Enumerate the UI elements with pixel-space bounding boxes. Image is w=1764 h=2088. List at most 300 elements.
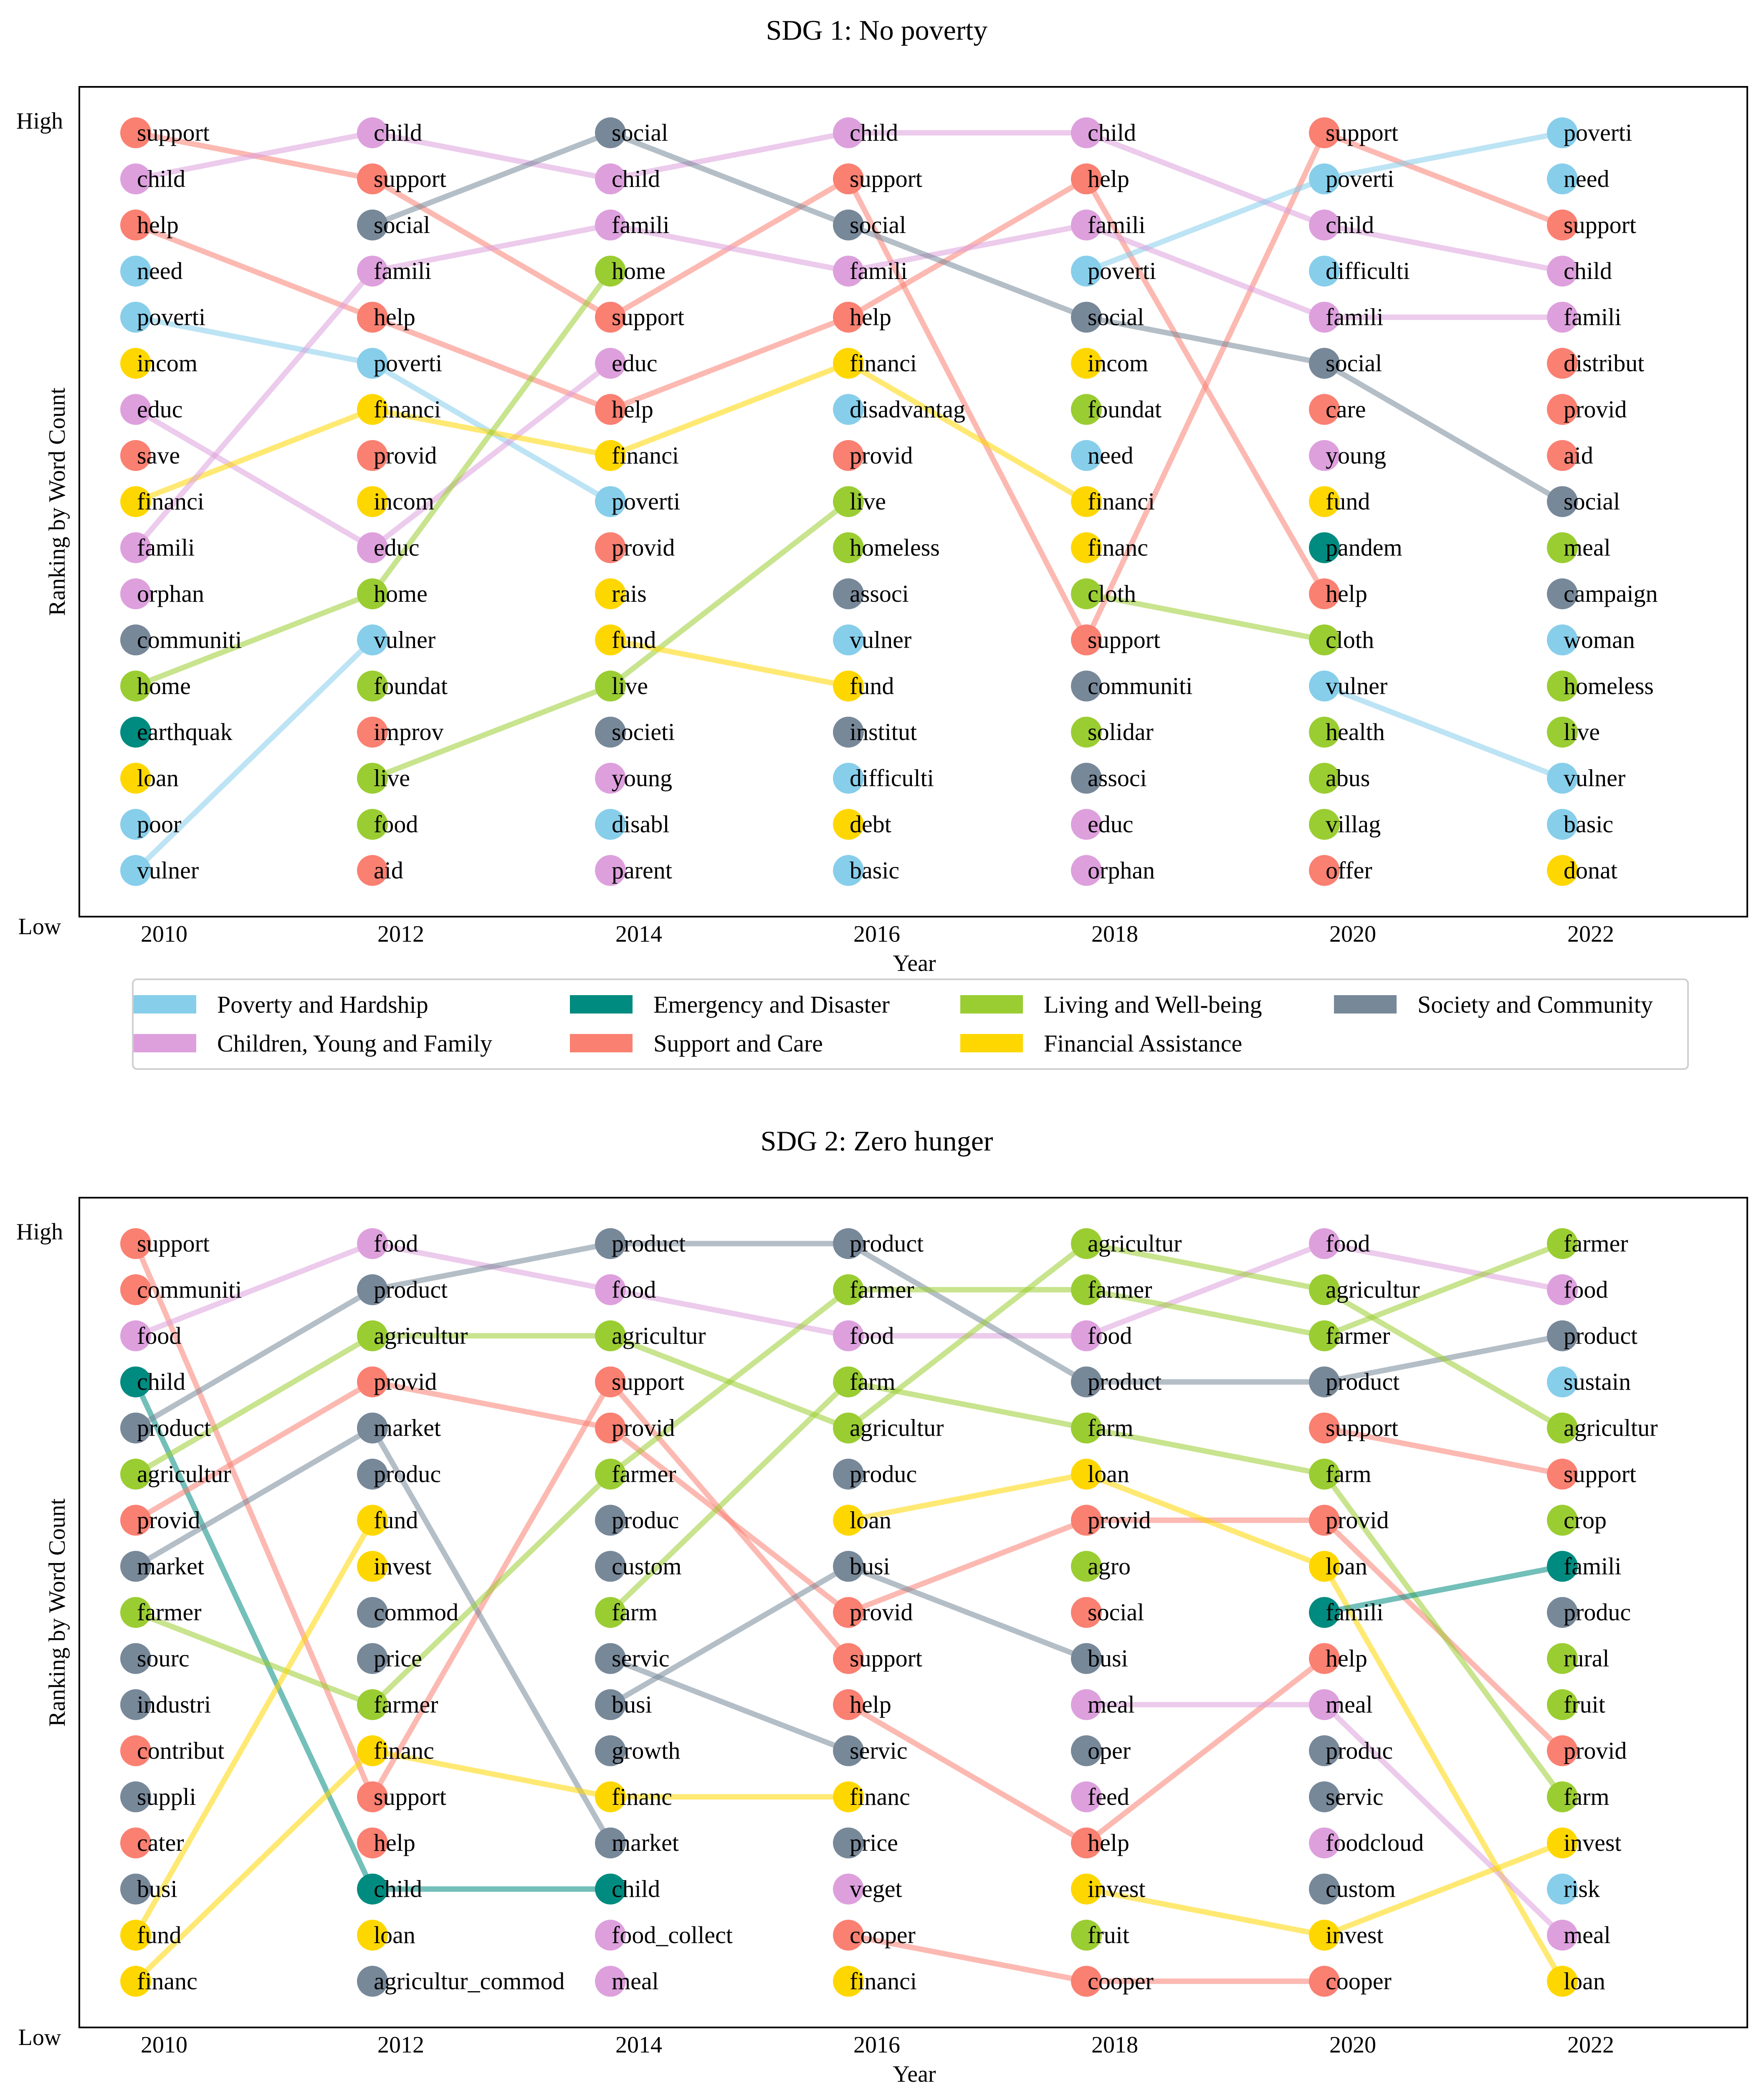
word-label: support [850,165,922,193]
word-label: support [1326,119,1398,146]
word-label: provid [850,1599,913,1626]
legend-label: Financial Assistance [1044,1030,1243,1057]
x-tick-label: 2020 [1329,2032,1376,2058]
word-label: product [850,1230,924,1257]
word-label: product [612,1230,686,1257]
word-label: basic [1564,811,1614,838]
word-label: commod [374,1599,458,1626]
word-label: food [137,1322,182,1349]
word-label: busi [612,1691,652,1718]
word-label: product [1088,1368,1162,1396]
word-label: famili [137,534,195,561]
word-label: provid [1088,1506,1151,1534]
x-tick-label: 2016 [853,2032,900,2058]
word-label: improv [374,718,444,746]
word-label: provid [137,1506,200,1534]
word-label: vulner [850,626,912,654]
word-label: produc [1564,1599,1631,1626]
word-label: debt [850,811,891,838]
word-label: poverti [137,303,206,331]
word-label: servic [612,1645,670,1672]
word-label: child [1088,119,1136,146]
word-label: educ [137,395,183,423]
word-label: poverti [1326,165,1394,193]
word-label: support [1326,1414,1398,1442]
word-label: orphan [137,580,205,607]
y-low-label: Low [18,2025,61,2050]
word-label: aid [1564,441,1593,469]
word-label: famili [374,257,432,285]
word-label: donat [1564,856,1617,884]
word-label: support [612,1368,684,1396]
word-label: provid [374,441,437,469]
word-label: custom [1326,1875,1396,1903]
y-high-label: High [16,1219,63,1245]
legend-swatch-children [134,1034,196,1052]
legend-label: Poverty and Hardship [217,991,428,1018]
word-label: oper [1088,1737,1131,1764]
y-axis-label: Ranking by Word Count [44,1498,70,1727]
word-label: support [1088,626,1160,654]
word-label: industri [137,1691,211,1718]
year-column-2012 [357,1228,564,1997]
year-column-2018 [1071,1228,1182,1997]
word-label: farm [1326,1460,1372,1487]
word-label: poverti [374,350,443,377]
word-label: help [1088,165,1129,193]
chart-panel-2 [16,1125,1747,2088]
word-label: provid [1326,1506,1389,1534]
word-label: provid [612,1414,675,1442]
word-label: care [1326,395,1366,423]
x-tick-label: 2010 [141,921,187,947]
word-label: agricultur [612,1322,706,1349]
rank-line-loan [848,1474,1562,1981]
word-label: produc [850,1460,917,1487]
word-label: abus [1326,764,1370,792]
x-tick-label: 2022 [1567,2032,1614,2058]
word-label: loan [1088,1460,1129,1487]
word-label: produc [374,1460,441,1487]
word-label: provid [1564,395,1627,423]
year-column-2022 [1547,1228,1658,1997]
word-label: market [137,1552,205,1580]
word-label: child [850,119,898,146]
word-label: product [137,1414,211,1442]
word-label: parent [612,856,672,884]
word-label: support [137,119,210,146]
year-column-2020 [1309,117,1410,886]
word-label: educ [1088,811,1134,838]
word-label: fruit [1564,1691,1605,1718]
word-label: woman [1564,626,1635,654]
word-label: growth [612,1737,681,1764]
word-label: need [137,257,183,285]
word-label: foundat [374,672,448,699]
word-label: help [850,303,891,331]
word-label: incom [374,488,434,515]
word-label: meal [1564,1921,1611,1949]
word-label: help [137,211,179,238]
rank-line-help [136,179,1324,594]
word-label: live [612,672,648,699]
word-label: food [374,811,418,838]
word-label: agricultur [850,1414,944,1442]
word-label: fund [1326,488,1370,515]
word-label: servic [850,1737,908,1764]
word-label: financ [1088,534,1148,561]
legend-swatch-support [570,1034,633,1052]
word-label: child [1564,257,1612,285]
word-label: orphan [1088,856,1155,884]
word-label: sourc [137,1645,190,1672]
word-label: provid [374,1368,437,1396]
word-label: financi [850,350,917,377]
word-label: social [1088,303,1144,331]
x-tick-label: 2014 [615,2032,662,2058]
word-label: social [1088,1599,1144,1626]
word-label: meal [612,1967,659,1995]
word-label: homeless [850,534,940,561]
word-label: young [612,764,672,792]
word-label: financ [850,1783,910,1810]
word-label: loan [137,764,179,792]
word-label: poverti [1564,119,1632,146]
word-label: social [374,211,430,238]
word-label: provid [1564,1737,1627,1764]
rank-line-support [136,133,1562,640]
word-label: difficulti [850,764,934,792]
word-label: meal [1088,1691,1135,1718]
word-label: famili [1088,211,1146,238]
word-label: busi [850,1552,890,1580]
x-tick-label: 2022 [1567,921,1614,947]
word-label: child [374,119,422,146]
word-label: help [1088,1829,1129,1857]
word-label: social [1326,350,1382,377]
legend-label: Emergency and Disaster [653,991,890,1018]
word-label: disadvantag [850,395,966,423]
word-label: contribut [137,1737,225,1764]
word-label: help [1326,580,1367,607]
word-label: fund [374,1506,418,1534]
word-label: associ [850,580,909,607]
word-label: difficulti [1326,257,1410,285]
word-label: support [850,1645,922,1672]
word-label: homeless [1564,672,1654,699]
word-label: cooper [1088,1967,1154,1995]
legend-swatch-financial [960,1034,1023,1052]
year-column-2018 [1071,117,1192,886]
word-label: invest [374,1552,432,1580]
word-label: famili [850,257,908,285]
x-tick-label: 2014 [615,921,662,947]
word-label: agricultur_commod [374,1967,565,1995]
word-label: farm [850,1368,896,1396]
x-tick-label: 2016 [853,921,900,947]
word-label: cloth [1088,580,1136,607]
word-label: loan [1564,1967,1605,1995]
word-label: suppli [137,1783,196,1810]
word-label: sustain [1564,1368,1631,1396]
word-label: support [137,1230,210,1257]
word-label: price [850,1829,898,1857]
x-tick-label: 2012 [377,921,424,947]
legend-swatch-society [1334,995,1397,1014]
legend-label: Living and Well-being [1044,991,1262,1018]
word-label: fund [612,626,656,654]
word-label: poverti [1088,257,1157,285]
plot-frame [79,1198,1747,2027]
year-column-2022 [1547,117,1658,886]
word-label: child [1326,211,1374,238]
word-label: poor [137,811,182,838]
word-label: villag [1326,811,1381,838]
word-label: support [374,165,446,193]
word-label: product [374,1276,448,1303]
chart-title: SDG 2: Zero hunger [760,1125,993,1157]
word-label: child [612,1875,660,1903]
word-label: farmer [1326,1322,1390,1349]
word-label: financ [137,1967,197,1995]
word-label: incom [1088,350,1148,377]
x-tick-label: 2012 [377,2032,424,2058]
word-label: child [137,165,185,193]
word-label: child [612,165,660,193]
word-label: cooper [850,1921,916,1949]
rank-line-financ [136,1751,848,1981]
word-label: vulner [1564,764,1626,792]
word-label: financi [1088,488,1155,515]
word-label: societi [612,718,675,746]
plot-frame [79,87,1747,917]
word-label: support [1564,211,1636,238]
word-label: rais [612,580,647,607]
word-label: help [612,395,653,423]
word-label: basic [850,856,900,884]
word-label: farmer [137,1599,202,1626]
word-label: social [1564,488,1620,515]
word-label: market [612,1829,679,1857]
word-label: need [1564,165,1610,193]
word-label: food [1564,1276,1608,1303]
word-label: risk [1564,1875,1600,1903]
word-label: market [374,1414,441,1442]
word-label: vulner [137,856,199,884]
legend-swatch-living [960,995,1023,1014]
x-tick-label: 2018 [1091,2032,1138,2058]
x-axis-label: Year [893,2061,936,2087]
word-label: financi [850,1967,917,1995]
word-label: distribut [1564,350,1645,377]
word-label: financi [137,488,205,515]
word-label: agricultur [1564,1414,1658,1442]
word-label: help [1326,1645,1367,1672]
word-label: rural [1564,1645,1610,1672]
word-label: veget [850,1875,902,1903]
word-label: food [850,1322,894,1349]
word-label: provid [850,441,913,469]
legend-swatch-poverty [134,995,196,1014]
word-label: support [374,1783,446,1810]
word-label: earthquak [137,718,233,746]
year-column-2012 [357,117,448,886]
word-label: aid [374,856,403,884]
word-label: incom [137,350,197,377]
word-label: child [374,1875,422,1903]
word-label: famili [1326,303,1384,331]
word-label: financi [374,395,441,423]
word-label: farmer [1088,1276,1152,1303]
word-label: provid [612,534,675,561]
word-label: invest [1326,1921,1384,1949]
word-label: food [374,1230,418,1257]
word-label: food [1326,1230,1370,1257]
word-label: servic [1326,1783,1384,1810]
word-label: farmer [374,1691,438,1718]
word-label: financi [612,441,679,469]
word-label: communiti [137,626,242,654]
word-label: educ [374,534,420,561]
word-label: price [374,1645,422,1672]
word-label: communiti [1088,672,1193,699]
word-label: campaign [1564,580,1658,607]
word-label: agricultur [1088,1230,1182,1257]
word-label: agricultur [374,1322,468,1349]
word-label: agricultur [137,1460,231,1487]
word-label: farmer [1564,1230,1628,1257]
word-label: cooper [1326,1967,1392,1995]
year-column-2014 [595,1228,733,1997]
word-label: disabl [612,811,670,838]
word-label: busi [137,1875,177,1903]
word-label: farm [1088,1414,1134,1442]
word-label: home [612,257,666,285]
word-label: fund [850,672,894,699]
word-label: help [850,1691,891,1718]
word-label: need [1088,441,1134,469]
word-label: young [1326,441,1386,469]
word-label: poverti [612,488,681,515]
legend [133,979,1688,1069]
word-label: live [1564,718,1600,746]
rank-line-child [136,133,1562,271]
chart-panel-1 [16,14,1747,1069]
word-label: communiti [137,1276,242,1303]
word-label: solidar [1088,718,1154,746]
legend-label: Support and Care [653,1030,823,1057]
word-label: offer [1326,856,1372,884]
word-label: fund [137,1921,182,1949]
legend-swatch-emergency [570,995,633,1014]
word-label: pandem [1326,534,1402,561]
word-label: financ [374,1737,434,1764]
word-label: loan [850,1506,891,1534]
word-label: fruit [1088,1921,1129,1949]
word-label: educ [612,350,658,377]
word-label: child [137,1368,185,1396]
word-label: product [1564,1322,1638,1349]
chart-title: SDG 1: No poverty [766,14,988,46]
word-label: home [374,580,428,607]
word-label: agricultur [1326,1276,1420,1303]
word-label: vulner [1326,672,1388,699]
legend-label: Children, Young and Family [217,1030,492,1057]
word-label: support [612,303,684,331]
word-label: help [374,1829,415,1857]
rank-line-fund [136,1520,372,1935]
word-label: famili [612,211,670,238]
word-label: associ [1088,764,1147,792]
legend-label: Society and Community [1417,991,1653,1018]
year-column-2014 [595,117,684,886]
word-label: financ [612,1783,672,1810]
word-label: home [137,672,191,699]
word-label: busi [1088,1645,1128,1672]
x-tick-label: 2010 [141,2032,187,2058]
word-label: food [612,1276,656,1303]
word-label: social [612,119,668,146]
word-label: invest [1088,1875,1146,1903]
word-label: loan [1326,1552,1367,1580]
word-label: crop [1564,1506,1607,1534]
word-label: invest [1564,1829,1622,1857]
word-label: cloth [1326,626,1374,654]
word-label: save [137,441,180,469]
word-label: live [374,764,410,792]
word-label: vulner [374,626,436,654]
word-label: food [1088,1322,1132,1349]
word-label: support [1564,1460,1636,1487]
word-label: farmer [612,1460,676,1487]
word-label: produc [612,1506,679,1534]
word-label: foundat [1088,395,1162,423]
word-label: foodcloud [1326,1829,1424,1857]
x-axis-label: Year [893,950,936,976]
word-label: social [850,211,906,238]
word-label: cater [137,1829,184,1857]
word-label: product [1326,1368,1400,1396]
word-label: produc [1326,1737,1393,1764]
word-label: food_collect [612,1921,733,1949]
word-label: live [850,488,886,515]
word-label: institut [850,718,917,746]
word-label: famili [1564,1552,1622,1580]
year-column-2016 [833,1228,944,1997]
y-high-label: High [16,108,63,134]
y-low-label: Low [18,914,61,940]
year-column-2010 [120,117,242,886]
word-label: meal [1564,534,1611,561]
year-column-2010 [120,1228,242,1997]
year-column-2020 [1309,1228,1424,1997]
word-label: health [1326,718,1385,746]
word-label: agro [1088,1552,1131,1580]
word-label: famili [1564,303,1622,331]
word-label: meal [1326,1691,1373,1718]
x-tick-label: 2018 [1091,921,1138,947]
rank-line-support [136,1244,848,1797]
y-axis-label: Ranking by Word Count [44,388,70,616]
year-column-2016 [833,117,965,886]
word-label: help [374,303,415,331]
word-label: famili [1326,1599,1384,1626]
word-label: farm [1564,1783,1610,1810]
word-label: loan [374,1921,415,1949]
word-label: feed [1088,1783,1129,1810]
word-label: farmer [850,1276,914,1303]
x-tick-label: 2020 [1329,921,1376,947]
